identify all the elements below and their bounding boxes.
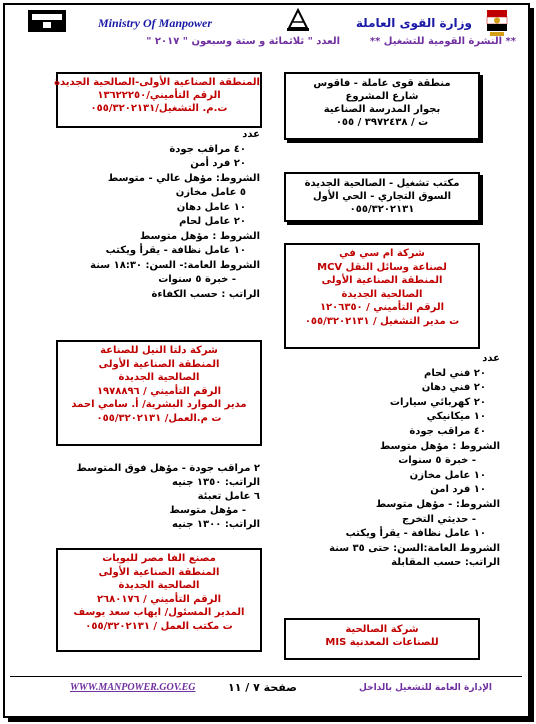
job-line: ١٠ ميكانيكي: [426, 411, 486, 423]
delta-nile-line-3: الصالحية الجديدة: [118, 372, 200, 383]
faqous-line-4: ت / ٣٩٧٢٤٣٨ / ٠٥٥: [335, 117, 429, 128]
job-line: ٦ عامل تعبئة: [197, 491, 260, 502]
job-line: الراتب: ١٣٠٠ جنيه: [172, 519, 260, 530]
salhia-office-box: [284, 172, 480, 222]
job-line: ١٠ عامل مخازن: [409, 469, 486, 481]
mis-line-1: شركة الصالحية: [345, 624, 419, 635]
mcv-line-1: شركة ام سي في: [339, 248, 425, 259]
alfa-misr-box: [56, 548, 262, 652]
job-line: - مؤهل متوسط: [169, 505, 246, 516]
job-line: الشروط: - مؤهل متوسط: [375, 498, 500, 510]
job-line: ١٠ فرد امن: [430, 484, 486, 496]
faqous-office-box: [284, 72, 480, 140]
ministry-name-en: Ministry Of Manpower: [98, 16, 213, 30]
pyramid-logo-icon: [285, 8, 311, 32]
delta-nile-line-1: شركة دلتا النيل للصناعة: [100, 345, 218, 356]
delta-nile-line-5: مدير الموارد البشرية/ أ. سامي احمد: [71, 399, 247, 410]
frame-shadow-right: [530, 8, 534, 722]
job-line: الراتب: ١٣٥٠ جنيه: [172, 477, 260, 488]
alfa-misr-line-5: المدير المسئول/ ايهاب سعد يوسف: [73, 607, 245, 618]
mcv-line-3: المنطقة الصناعية الأولى: [321, 275, 443, 286]
job-line: ٥ عامل مخازن: [175, 187, 246, 198]
first-zone-line-2: الرقم التأميني/١٣٦٢٢٢٥٠: [97, 90, 221, 101]
faqous-line-1: منطقة قوى عاملة - فاقوس: [313, 78, 451, 89]
mcv-line-5: الرقم التأميني / ١٢٠٦٣٥٠: [319, 302, 445, 313]
job-line: ١٠ عامل دهان: [176, 201, 246, 213]
job-line: عدد: [242, 129, 260, 140]
alfa-misr-line-3: الصالحية الجديدة: [118, 580, 200, 591]
alfa-misr-line-6: ت مكتب العمل / ٠٥٥/٣٢٠٢١٣١: [85, 620, 233, 632]
page-number: صفحة ٧ / ١١: [228, 681, 297, 694]
job-line: ٤٠ مراقب جودة: [409, 425, 486, 437]
alfa-misr-line-2: المنطقة الصناعية الأولى: [98, 566, 220, 578]
job-line: ٢٠ كهربائي سيارات: [389, 396, 486, 408]
job-line: ٤٠ مراقب جودة: [169, 143, 246, 155]
ministry-name-ar: وزارة القوى العاملة: [355, 16, 472, 30]
footer-rule: [10, 676, 522, 677]
job-line: - خبرة ٥ سنوات: [398, 455, 476, 467]
mcv-company-box: [284, 243, 480, 349]
first-zone-box: [56, 72, 262, 128]
faqous-line-2: شارع المشروع: [345, 91, 419, 102]
delta-nile-jobs: [40, 462, 260, 532]
job-line: الراتب : حسب الكفاءة: [151, 288, 260, 300]
delta-nile-line-2: المنطقة الصناعية الأولى: [98, 358, 220, 370]
job-line: ١٠ عامل نظافة - يقرأ ويكتب: [105, 245, 246, 256]
job-line: الشروط : مؤهل متوسط: [379, 440, 500, 452]
faqous-line-3: بجوار المدرسة الصناعية: [323, 104, 441, 115]
salhia-office-line-3: ٠٥٥/٣٢٠٢١٣١: [349, 204, 415, 215]
first-zone-line-3: ت.م. التشغيل/٠٥٥/٣٢٠٢١٣١: [90, 103, 228, 114]
delta-nile-box: [56, 340, 262, 446]
job-line: - خبرة ٥ سنوات: [158, 274, 236, 285]
department-name: الإدارة العامة للتشغيل بالداخل: [359, 683, 492, 693]
alfa-misr-line-4: الرقم التأميني / ٢٦٨٠١٧٦: [96, 593, 222, 605]
job-line: الشروط العامة:- السن: ١٨:٣٠ سنة: [90, 259, 260, 271]
job-line: عدد: [482, 353, 500, 364]
job-line: ٢ مراقب جودة - مؤهل فوق المتوسط: [76, 463, 260, 474]
delta-nile-line-6: ت م.العمل/ ٠٥٥/٣٢٠٢١٣١: [96, 412, 222, 424]
delta-nile-line-4: الرقم التأميني / ١٩٧٨٨٩٦: [96, 385, 222, 397]
mis-line-2: للصناعات المعدنية MIS: [325, 637, 439, 648]
alfa-misr-line-1: مصنع الفا مصر للبويات: [102, 553, 216, 564]
job-line: - حديثي التخرج: [402, 513, 476, 525]
first-zone-line-1: المنطقة الصناعية الأولى-الصالحية الجديدة: [54, 77, 260, 88]
job-line: ٢٠ فني دهان: [421, 382, 486, 394]
frame-shadow-bottom: [8, 718, 534, 722]
salhia-office-line-1: مكتب تشغيل - الصالحية الجديدة: [304, 178, 460, 189]
mcv-line-6: ت مدير التشغيل / ٠٥٥/٣٢٠٢١٣١: [304, 315, 460, 327]
job-line: الشروط: مؤهل عالي - متوسط: [107, 172, 260, 184]
eagle-emblem-icon: [482, 8, 512, 38]
flag-icon: [28, 10, 66, 32]
job-line: الراتب: حسب المقابلة: [391, 557, 500, 569]
mcv-line-2: لصناعة وسائل النقل MCV: [317, 261, 447, 273]
bulletin-title: ** النشرة القومية للتشغيل **: [369, 36, 516, 47]
mis-company-box: [284, 618, 480, 660]
mcv-line-4: الصالحية الجديدة: [341, 288, 423, 300]
first-zone-jobs: [40, 128, 260, 302]
job-line: ١٠ عامل نظافة - يقرأ ويكتب: [345, 528, 486, 540]
job-line: الشروط : مؤهل متوسط: [139, 230, 260, 242]
salhia-office-line-2: السوق التجاري - الحي الأول: [312, 191, 452, 202]
job-line: ٢٠ فرد أمن: [190, 158, 246, 169]
job-line: ٢٠ عامل لحام: [179, 216, 246, 227]
job-line: الشروط العامة:السن: حتى ٣٥ سنة: [329, 542, 500, 554]
issue-number: العدد " ثلاثمائة و ستة وسبعون " ٢٠١٧ ": [146, 36, 340, 47]
mcv-jobs: [290, 352, 500, 571]
job-line: ٢٠ فني لحام: [424, 367, 486, 379]
website-link[interactable]: WWW.MANPOWER.GOV.EG: [70, 682, 196, 693]
